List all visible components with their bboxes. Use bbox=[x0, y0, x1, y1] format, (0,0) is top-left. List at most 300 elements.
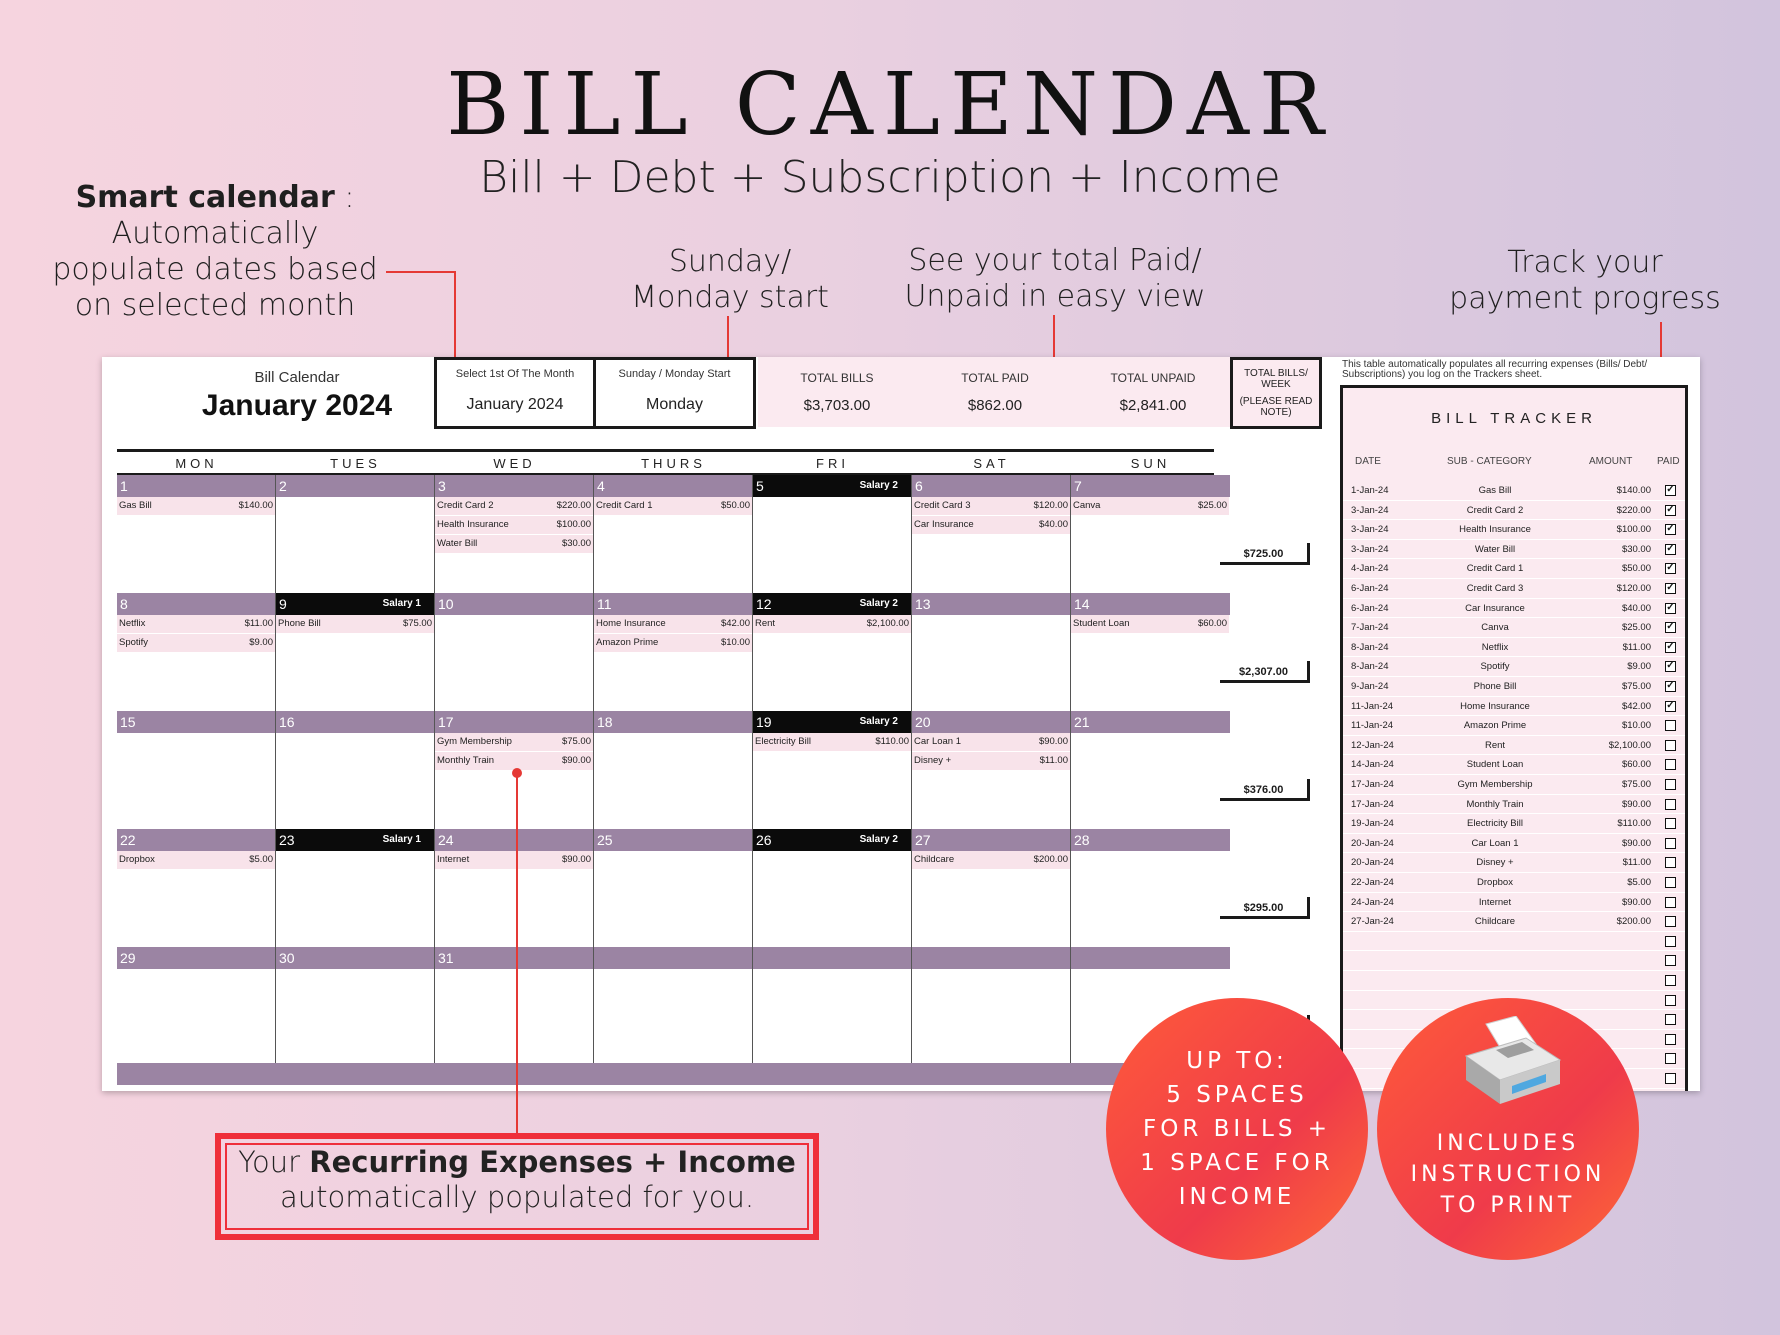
bill-amount: $90.00 bbox=[561, 755, 591, 766]
total-paid bbox=[916, 357, 1074, 427]
week-start-box[interactable] bbox=[593, 357, 756, 429]
weekly-total-header bbox=[1230, 357, 1322, 429]
bill-name: Internet bbox=[437, 854, 470, 865]
day-number: 26 bbox=[756, 832, 772, 848]
bill-name: Home Insurance bbox=[596, 618, 666, 629]
bill-name: Credit Card 1 bbox=[596, 500, 653, 511]
paid-checkbox[interactable] bbox=[1665, 799, 1676, 810]
salary-label: Salary 2 bbox=[859, 598, 898, 609]
day-header bbox=[276, 475, 435, 497]
bill-name: Gas Bill bbox=[119, 500, 152, 511]
day-number: 31 bbox=[438, 950, 454, 966]
tracker-amount: $40.00 bbox=[1621, 602, 1651, 614]
tracker-date: 11-Jan-24 bbox=[1351, 720, 1394, 732]
salary-label: Salary 2 bbox=[859, 480, 898, 491]
tracker-date: 6-Jan-24 bbox=[1351, 583, 1389, 594]
dow-mon: MON bbox=[175, 456, 218, 471]
tracker-row bbox=[1343, 893, 1685, 913]
spaces-line-3: FOR BILLS + bbox=[1143, 1116, 1331, 1142]
tracker-date: 7-Jan-24 bbox=[1351, 622, 1389, 634]
calendar-grid bbox=[117, 449, 1227, 1089]
bill-name: Car Loan 1 bbox=[914, 736, 962, 747]
day-number: 15 bbox=[120, 714, 136, 730]
tracker-sub-category: Car Insurance bbox=[1465, 602, 1525, 614]
tracker-sub-category: Rent bbox=[1484, 739, 1506, 751]
tracker-amount: $90.00 bbox=[1621, 798, 1651, 810]
total-bills-value: $3,703.00 bbox=[803, 397, 871, 414]
tracker-row bbox=[1343, 501, 1685, 521]
bill-amount: $10.00 bbox=[720, 637, 750, 648]
tracker-date: 22-Jan-24 bbox=[1351, 877, 1394, 888]
bill-amount: $100.00 bbox=[556, 519, 591, 530]
tracker-row bbox=[1343, 697, 1685, 717]
paid-checkbox[interactable] bbox=[1665, 1034, 1676, 1045]
callout-totals-line-2: Unpaid in easy view bbox=[904, 279, 1206, 314]
total-bills-label: TOTAL BILLS bbox=[800, 371, 874, 385]
bill-amount: $90.00 bbox=[561, 854, 591, 865]
paid-checkbox[interactable]: ✓ bbox=[1666, 699, 1675, 711]
bill-entry bbox=[117, 497, 275, 515]
tracker-sub-category: Gas Bill bbox=[1478, 485, 1512, 496]
tracker-amount: $110.00 bbox=[1617, 818, 1651, 830]
day-header bbox=[1071, 947, 1230, 969]
paid-checkbox[interactable]: ✓ bbox=[1666, 503, 1675, 515]
paid-checkbox[interactable] bbox=[1665, 936, 1676, 947]
tracker-row bbox=[1343, 932, 1685, 952]
paid-checkbox[interactable] bbox=[1665, 975, 1676, 986]
recurring-callout-box bbox=[215, 1133, 819, 1240]
day-number: 1 bbox=[120, 478, 128, 494]
paid-checkbox[interactable]: ✓ bbox=[1666, 582, 1675, 593]
tracker-row bbox=[1343, 814, 1685, 834]
tracker-row bbox=[1343, 795, 1685, 815]
dow-fri: FRI bbox=[816, 456, 849, 471]
tracker-sub-category: Credit Card 2 bbox=[1466, 504, 1524, 516]
bill-entry bbox=[435, 851, 593, 869]
tracker-row bbox=[1343, 540, 1685, 560]
tracker-row bbox=[1343, 755, 1685, 775]
bill-amount: $2,100.00 bbox=[866, 618, 909, 629]
paid-checkbox[interactable]: ✓ bbox=[1666, 660, 1675, 672]
tracker-date: 3-Jan-24 bbox=[1351, 524, 1389, 536]
tracker-amount: $30.00 bbox=[1621, 543, 1651, 555]
tracker-amount: $9.00 bbox=[1627, 661, 1651, 673]
tracker-amount: $2,100.00 bbox=[1608, 739, 1651, 751]
bill-name: Rent bbox=[755, 618, 776, 629]
bill-amount: $60.00 bbox=[1197, 618, 1227, 629]
day-header bbox=[753, 711, 912, 733]
bill-amount: $40.00 bbox=[1038, 519, 1068, 530]
calendar-footer-band bbox=[117, 1063, 1214, 1085]
tracker-amount: $120.00 bbox=[1616, 583, 1651, 594]
callout-progress bbox=[1420, 245, 1750, 317]
bill-entry bbox=[117, 851, 275, 869]
tracker-row bbox=[1343, 951, 1685, 971]
paid-checkbox[interactable]: ✓ bbox=[1666, 542, 1675, 554]
paid-checkbox[interactable] bbox=[1665, 1053, 1676, 1064]
bill-name: Spotify bbox=[119, 637, 149, 648]
spaces-line-4: 1 SPACE FOR bbox=[1140, 1150, 1334, 1176]
bill-name: Student Loan bbox=[1073, 618, 1130, 629]
tracker-sub-category: Canva bbox=[1481, 622, 1509, 634]
day-header bbox=[435, 711, 594, 733]
column-divider bbox=[752, 475, 753, 1065]
total-paid-label: TOTAL PAID bbox=[961, 371, 1029, 385]
callout-smart-bold: Smart calendar bbox=[75, 180, 335, 215]
day-number: 29 bbox=[120, 950, 136, 966]
salary-label: Salary 2 bbox=[859, 716, 898, 727]
bill-entry bbox=[594, 497, 752, 515]
tracker-sub-category: Credit Card 1 bbox=[1466, 563, 1524, 575]
day-number: 8 bbox=[120, 596, 128, 612]
tracker-amount: $25.00 bbox=[1621, 622, 1651, 634]
column-divider bbox=[275, 475, 276, 1065]
weekly-total: $725.00 bbox=[1220, 543, 1310, 565]
callout-smart-line-3: on selected month bbox=[74, 288, 356, 323]
tracker-row bbox=[1343, 481, 1685, 501]
bill-entry bbox=[435, 497, 593, 515]
tracker-row bbox=[1343, 677, 1685, 697]
paid-checkbox[interactable] bbox=[1665, 916, 1676, 927]
tracker-sub-category: Gym Membership bbox=[1457, 779, 1533, 790]
tracker-amount: $200.00 bbox=[1616, 916, 1651, 928]
tracker-row bbox=[1343, 520, 1685, 540]
bill-entry bbox=[912, 497, 1070, 515]
tracker-row bbox=[1343, 912, 1685, 932]
totals-strip bbox=[758, 357, 1232, 427]
day-number: 21 bbox=[1074, 714, 1090, 730]
bill-amount: $140.00 bbox=[238, 500, 273, 511]
tracker-sub-category: Water Bill bbox=[1474, 543, 1516, 555]
select-month-label: Select 1st Of The Month bbox=[455, 368, 575, 380]
paid-checkbox[interactable] bbox=[1665, 1073, 1676, 1084]
tracker-date: 4-Jan-24 bbox=[1351, 563, 1389, 575]
tracker-date: 3-Jan-24 bbox=[1351, 504, 1389, 516]
day-header bbox=[753, 829, 912, 851]
paid-checkbox[interactable] bbox=[1665, 838, 1676, 849]
day-number: 22 bbox=[120, 832, 136, 848]
dow-thu: THURS bbox=[641, 456, 706, 471]
day-number: 7 bbox=[1074, 478, 1082, 494]
tracker-row bbox=[1343, 559, 1685, 579]
column-divider bbox=[1070, 475, 1071, 1065]
print-line-1: INCLUDES bbox=[1436, 1131, 1580, 1156]
tracker-amount: $140.00 bbox=[1616, 485, 1651, 496]
day-header bbox=[117, 829, 276, 851]
day-header bbox=[276, 947, 435, 969]
total-unpaid bbox=[1074, 357, 1232, 427]
tracker-header-paid: PAID bbox=[1657, 456, 1680, 467]
tracker-sub-category: Netflix bbox=[1481, 641, 1509, 653]
paid-checkbox[interactable] bbox=[1665, 720, 1676, 731]
day-number: 11 bbox=[597, 596, 612, 612]
day-number: 27 bbox=[915, 832, 931, 848]
bill-name: Netflix bbox=[119, 618, 146, 629]
tracker-sub-category: Phone Bill bbox=[1473, 681, 1517, 692]
tracker-row bbox=[1343, 775, 1685, 795]
bill-entry bbox=[912, 851, 1070, 869]
bill-name: Canva bbox=[1073, 500, 1101, 511]
day-header bbox=[435, 593, 594, 615]
recurring-callout-inner-border bbox=[225, 1143, 809, 1230]
bill-entry bbox=[912, 516, 1070, 534]
tracker-header-sub: SUB - CATEGORY bbox=[1447, 456, 1532, 467]
dow-tue: TUES bbox=[330, 456, 381, 471]
paid-checkbox[interactable]: ✓ bbox=[1666, 621, 1675, 633]
sheet-title: Bill Calendar bbox=[254, 369, 340, 386]
day-number: 14 bbox=[1074, 596, 1090, 612]
callout-progress-line-1: Track your bbox=[1507, 245, 1663, 280]
tracker-date: 20-Jan-24 bbox=[1351, 857, 1394, 869]
day-number: 9 bbox=[279, 596, 287, 612]
tracker-header-date: DATE bbox=[1355, 456, 1381, 467]
day-header bbox=[276, 829, 435, 851]
print-line-2: INSTRUCTION bbox=[1410, 1162, 1606, 1187]
paid-checkbox[interactable] bbox=[1665, 955, 1676, 966]
paid-checkbox[interactable]: ✓ bbox=[1666, 601, 1675, 613]
tracker-date: 27-Jan-24 bbox=[1351, 916, 1394, 928]
select-month-value[interactable]: January 2024 bbox=[466, 396, 564, 413]
spaces-line-5: INCOME bbox=[1178, 1184, 1296, 1210]
tracker-date: 1-Jan-24 bbox=[1351, 485, 1389, 496]
tracker-amount: $100.00 bbox=[1616, 524, 1651, 536]
tracker-amount: $220.00 bbox=[1616, 504, 1651, 516]
day-number: 18 bbox=[597, 714, 613, 730]
bill-entry bbox=[594, 634, 752, 652]
paid-checkbox[interactable] bbox=[1665, 1014, 1676, 1025]
bill-entry bbox=[435, 516, 593, 534]
day-header bbox=[435, 829, 594, 851]
paid-checkbox[interactable] bbox=[1665, 897, 1676, 908]
bill-name: Electricity Bill bbox=[755, 736, 811, 747]
day-header bbox=[912, 829, 1071, 851]
day-number: 23 bbox=[279, 832, 295, 848]
day-header bbox=[117, 711, 276, 733]
callout-smart-colon: : bbox=[334, 180, 355, 215]
callout-week-line-2: Monday start bbox=[631, 280, 829, 315]
paid-checkbox[interactable] bbox=[1665, 857, 1676, 868]
spaces-line-2: 5 SPACES bbox=[1166, 1082, 1308, 1108]
bill-name: Dropbox bbox=[119, 854, 155, 865]
bill-amount: $220.00 bbox=[556, 500, 591, 511]
bill-entry bbox=[753, 733, 911, 751]
paid-checkbox[interactable] bbox=[1665, 818, 1676, 829]
callout-smart-line-2: populate dates based bbox=[52, 252, 378, 287]
tracker-sub-category: Internet bbox=[1478, 896, 1512, 908]
bill-entry bbox=[912, 752, 1070, 770]
day-header bbox=[435, 947, 594, 969]
tracker-header-amount: AMOUNT bbox=[1589, 456, 1633, 467]
tracker-sub-category: Electricity Bill bbox=[1467, 818, 1523, 830]
tracker-sub-category: Car Loan 1 bbox=[1471, 837, 1519, 849]
bill-name: Gym Membership bbox=[437, 736, 512, 747]
tracker-row bbox=[1343, 971, 1685, 991]
bill-amount: $30.00 bbox=[561, 538, 591, 549]
bill-entry bbox=[276, 615, 434, 633]
tracker-amount: $90.00 bbox=[1621, 837, 1651, 849]
day-number: 19 bbox=[756, 714, 772, 730]
day-header bbox=[594, 947, 753, 969]
tracker-sub-category: Credit Card 3 bbox=[1466, 583, 1524, 594]
day-number: 28 bbox=[1074, 832, 1090, 848]
connector-dot bbox=[512, 768, 522, 778]
sheet-month: January 2024 bbox=[201, 389, 393, 422]
bill-amount: $200.00 bbox=[1033, 854, 1068, 865]
bill-name: Amazon Prime bbox=[596, 637, 659, 648]
paid-checkbox[interactable] bbox=[1665, 740, 1676, 751]
callout-smart-line-1: Automatically bbox=[111, 216, 319, 251]
bill-amount: $50.00 bbox=[720, 500, 750, 511]
recurring-bold: Recurring Expenses + Income bbox=[309, 1145, 796, 1179]
day-header bbox=[1071, 475, 1230, 497]
bill-amount: $11.00 bbox=[1039, 755, 1068, 766]
callout-week-line-1: Sunday/ bbox=[668, 244, 792, 279]
day-number: 30 bbox=[279, 950, 295, 966]
bill-name: Phone Bill bbox=[278, 618, 321, 629]
day-header bbox=[753, 947, 912, 969]
bill-amount: $42.00 bbox=[720, 618, 750, 629]
day-number: 10 bbox=[438, 596, 454, 612]
total-unpaid-label: TOTAL UNPAID bbox=[1110, 371, 1196, 385]
day-number: 2 bbox=[279, 478, 287, 494]
day-number: 25 bbox=[597, 832, 613, 848]
day-header bbox=[1071, 711, 1230, 733]
day-number: 12 bbox=[756, 596, 772, 612]
tracker-row bbox=[1343, 618, 1685, 638]
day-number: 20 bbox=[915, 714, 931, 730]
recurring-pre: Your bbox=[238, 1145, 310, 1179]
salary-label: Salary 1 bbox=[382, 598, 421, 609]
total-unpaid-value: $2,841.00 bbox=[1119, 397, 1187, 414]
recurring-post: automatically populated for you. bbox=[279, 1180, 755, 1214]
day-header bbox=[1071, 593, 1230, 615]
tracker-row bbox=[1343, 736, 1685, 756]
day-header bbox=[1071, 829, 1230, 851]
tracker-date: 3-Jan-24 bbox=[1351, 543, 1389, 555]
main-subtitle: Bill + Debt + Subscription + Income bbox=[479, 152, 1281, 203]
tracker-row bbox=[1343, 853, 1685, 873]
bill-entry bbox=[117, 615, 275, 633]
tracker-amount: $11.00 bbox=[1622, 857, 1651, 869]
week-start-label: Sunday / Monday Start bbox=[618, 368, 731, 380]
day-number: 5 bbox=[756, 478, 764, 494]
day-header bbox=[435, 475, 594, 497]
paid-checkbox[interactable]: ✓ bbox=[1666, 484, 1675, 495]
select-month-box[interactable] bbox=[434, 357, 596, 429]
tracker-date: 19-Jan-24 bbox=[1351, 818, 1394, 830]
bill-entry bbox=[435, 535, 593, 553]
bill-name: Credit Card 2 bbox=[437, 500, 494, 511]
bill-name: Monthly Train bbox=[437, 755, 495, 766]
bill-name: Health Insurance bbox=[437, 519, 509, 530]
tracker-date: 12-Jan-24 bbox=[1351, 739, 1394, 751]
bill-entry bbox=[117, 634, 275, 652]
tracker-date: 17-Jan-24 bbox=[1351, 798, 1394, 810]
paid-checkbox[interactable] bbox=[1665, 995, 1676, 1006]
tracker-row bbox=[1343, 716, 1685, 736]
print-line-3: TO PRINT bbox=[1440, 1193, 1576, 1218]
paid-checkbox[interactable]: ✓ bbox=[1666, 562, 1675, 574]
bill-amount: $25.00 bbox=[1197, 500, 1227, 511]
dow-sat: SAT bbox=[973, 456, 1010, 471]
tracker-sub-category: Spotify bbox=[1480, 661, 1510, 673]
bill-calendar-sheet bbox=[102, 357, 1700, 1091]
paid-checkbox[interactable]: ✓ bbox=[1666, 523, 1675, 535]
weekly-total-header-1: TOTAL BILLS/ WEEK bbox=[1244, 368, 1308, 390]
day-header bbox=[117, 593, 276, 615]
tracker-amount: $42.00 bbox=[1621, 700, 1651, 712]
bill-amount: $11.00 bbox=[244, 618, 273, 629]
day-header bbox=[594, 829, 753, 851]
day-number: 4 bbox=[597, 478, 605, 494]
weekly-total: $2,307.00 bbox=[1220, 661, 1310, 683]
bill-name: Disney + bbox=[914, 755, 952, 766]
tracker-sub-category: Health Insurance bbox=[1459, 524, 1531, 536]
day-header bbox=[594, 711, 753, 733]
bill-name: Credit Card 3 bbox=[914, 500, 971, 511]
day-header bbox=[594, 593, 753, 615]
spaces-line-1: UP TO: bbox=[1186, 1048, 1288, 1074]
day-number: 13 bbox=[915, 596, 931, 612]
tracker-sub-category: Student Loan bbox=[1466, 759, 1524, 771]
salary-label: Salary 1 bbox=[382, 834, 421, 845]
tracker-row bbox=[1343, 657, 1685, 677]
tracker-date: 20-Jan-24 bbox=[1351, 837, 1394, 849]
bill-entry bbox=[753, 615, 911, 633]
paid-checkbox[interactable] bbox=[1665, 779, 1676, 790]
bill-name: Water Bill bbox=[437, 538, 478, 549]
tracker-row bbox=[1343, 834, 1685, 854]
salary-label: Salary 2 bbox=[859, 834, 898, 845]
tracker-amount: $5.00 bbox=[1627, 877, 1651, 888]
weekly-total: $295.00 bbox=[1220, 897, 1310, 919]
bill-name: Car Insurance bbox=[914, 519, 974, 530]
weekly-total-header-2: (PLEASE READ NOTE) bbox=[1239, 396, 1313, 418]
paid-checkbox[interactable] bbox=[1665, 877, 1676, 888]
day-header bbox=[594, 475, 753, 497]
day-header bbox=[276, 711, 435, 733]
day-header bbox=[276, 593, 435, 615]
tracker-title: BILL TRACKER bbox=[1431, 410, 1597, 427]
week-start-value[interactable]: Monday bbox=[646, 396, 703, 413]
bill-entry bbox=[435, 733, 593, 751]
day-header bbox=[117, 475, 276, 497]
connector-line bbox=[516, 772, 518, 1134]
column-divider bbox=[593, 475, 594, 1065]
printer-icon bbox=[1456, 1016, 1566, 1116]
paid-checkbox[interactable] bbox=[1665, 759, 1676, 770]
tracker-row bbox=[1343, 873, 1685, 893]
tracker-sub-category: Home Insurance bbox=[1460, 700, 1530, 712]
bill-entry bbox=[1071, 615, 1229, 633]
column-divider bbox=[911, 475, 912, 1065]
callout-totals-line-1: See your total Paid/ bbox=[908, 243, 1202, 278]
day-header bbox=[912, 711, 1071, 733]
tracker-sub-category: Monthly Train bbox=[1466, 798, 1524, 810]
bill-entry bbox=[435, 752, 593, 770]
day-number: 3 bbox=[438, 478, 446, 494]
weekly-total: $376.00 bbox=[1220, 779, 1310, 801]
main-title: BILL CALENDAR bbox=[446, 55, 1334, 155]
day-header bbox=[753, 593, 912, 615]
day-header bbox=[912, 947, 1071, 969]
tracker-sub-category: Amazon Prime bbox=[1463, 720, 1527, 732]
tracker-amount: $90.00 bbox=[1621, 896, 1651, 908]
tracker-amount: $11.00 bbox=[1622, 641, 1651, 653]
paid-checkbox[interactable]: ✓ bbox=[1666, 680, 1675, 691]
paid-checkbox[interactable]: ✓ bbox=[1666, 640, 1675, 652]
bill-amount: $9.00 bbox=[249, 637, 273, 648]
